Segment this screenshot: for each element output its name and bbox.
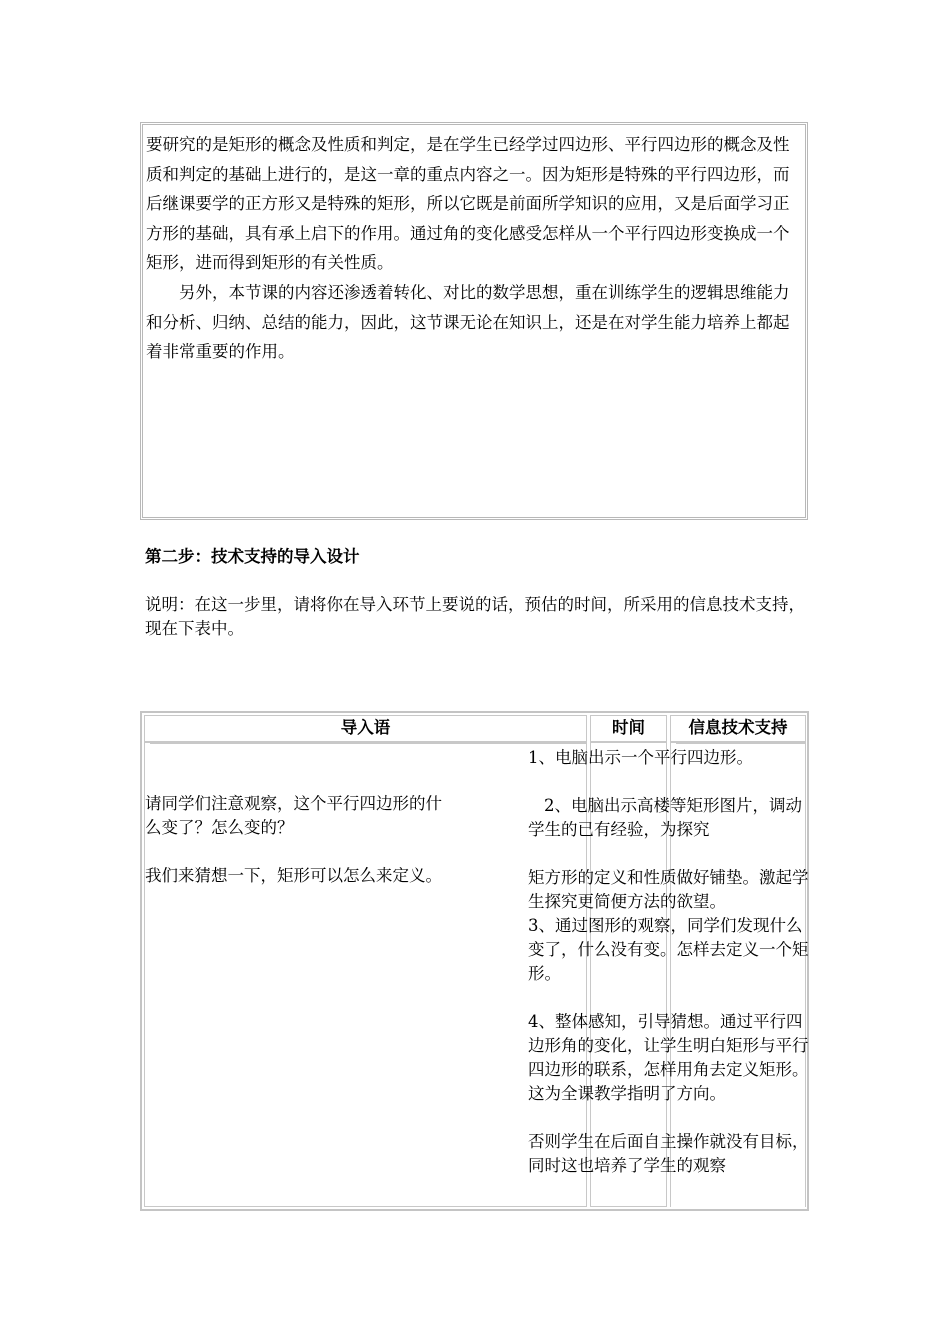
intro-words-line: 请同学们注意观察，这个平行四边形的什么变了？怎么变的？ bbox=[145, 794, 442, 837]
it-support-item: 否则学生在后面自主操作就没有目标，同时这也培养了学生的观察 bbox=[528, 1132, 809, 1175]
it-support-item: 2、电脑出示高楼等矩形图片，调动学生的已有经验，为探究 bbox=[528, 796, 802, 839]
step-two-heading: 第二步：技术支持的导入设计 bbox=[145, 547, 360, 566]
intro-words-line: 我们来猜想一下，矩形可以怎么来定义。 bbox=[145, 866, 442, 885]
analysis-paragraph-1: 要研究的是矩形的概念及性质和判定，是在学生已经学过四边形、平行四边形的概念及性质和判定的基础上进行的，是这一章的重点内容之一。因为矩形是特殊的平行四边形，而后继课要学的正方形又是特殊的矩形，所以它既是前面所学知识的应用，又是后面学习正方形的基础，具有承上启下的作用。通过角的变化感受怎样从一个平行四边形变换成一个矩形，进而得到矩形的有关性质。 bbox=[146, 135, 790, 273]
header-divider bbox=[150, 743, 587, 747]
analysis-text-box bbox=[140, 122, 808, 520]
it-support-item: 矩方形的定义和性质做好铺垫。激起学生探究更简便方法的欲望。 bbox=[528, 868, 809, 911]
it-support-item: 3、通过图形的观察，同学们发现什么变了，什么没有变。怎样去定义一个矩形。 bbox=[528, 916, 809, 983]
analysis-paragraph-2: 另外，本节课的内容还渗透着转化、对比的数学思想，重在训练学生的逻辑思维能力和分析、归纳、总结的能力，因此，这节课无论在知识上，还是在对学生能力培养上都起着非常重要的作用。 bbox=[146, 282, 790, 362]
analysis-text bbox=[146, 130, 805, 367]
it-support-cell bbox=[528, 746, 810, 1178]
intro-words-cell bbox=[145, 792, 451, 888]
it-support-item: 4、整体感知，引导猜想。通过平行四边形角的变化，让学生明白矩形与平行四边形的联系，怎样用角去定义矩形。这为全课教学指明了方向。 bbox=[528, 1012, 809, 1103]
column-intro-words bbox=[144, 715, 587, 1207]
it-support-item: 1、电脑出示一个平行四边形。 bbox=[528, 748, 753, 767]
step-two-instructions: 说明：在这一步里，请将你在导入环节上要说的话，预估的时间，所采用的信息技术支持，现在下表中。 bbox=[145, 595, 805, 638]
header-it-support: 信息技术支持 bbox=[670, 715, 806, 743]
header-intro-words: 导入语 bbox=[144, 715, 587, 743]
header-time: 时间 bbox=[590, 715, 667, 743]
